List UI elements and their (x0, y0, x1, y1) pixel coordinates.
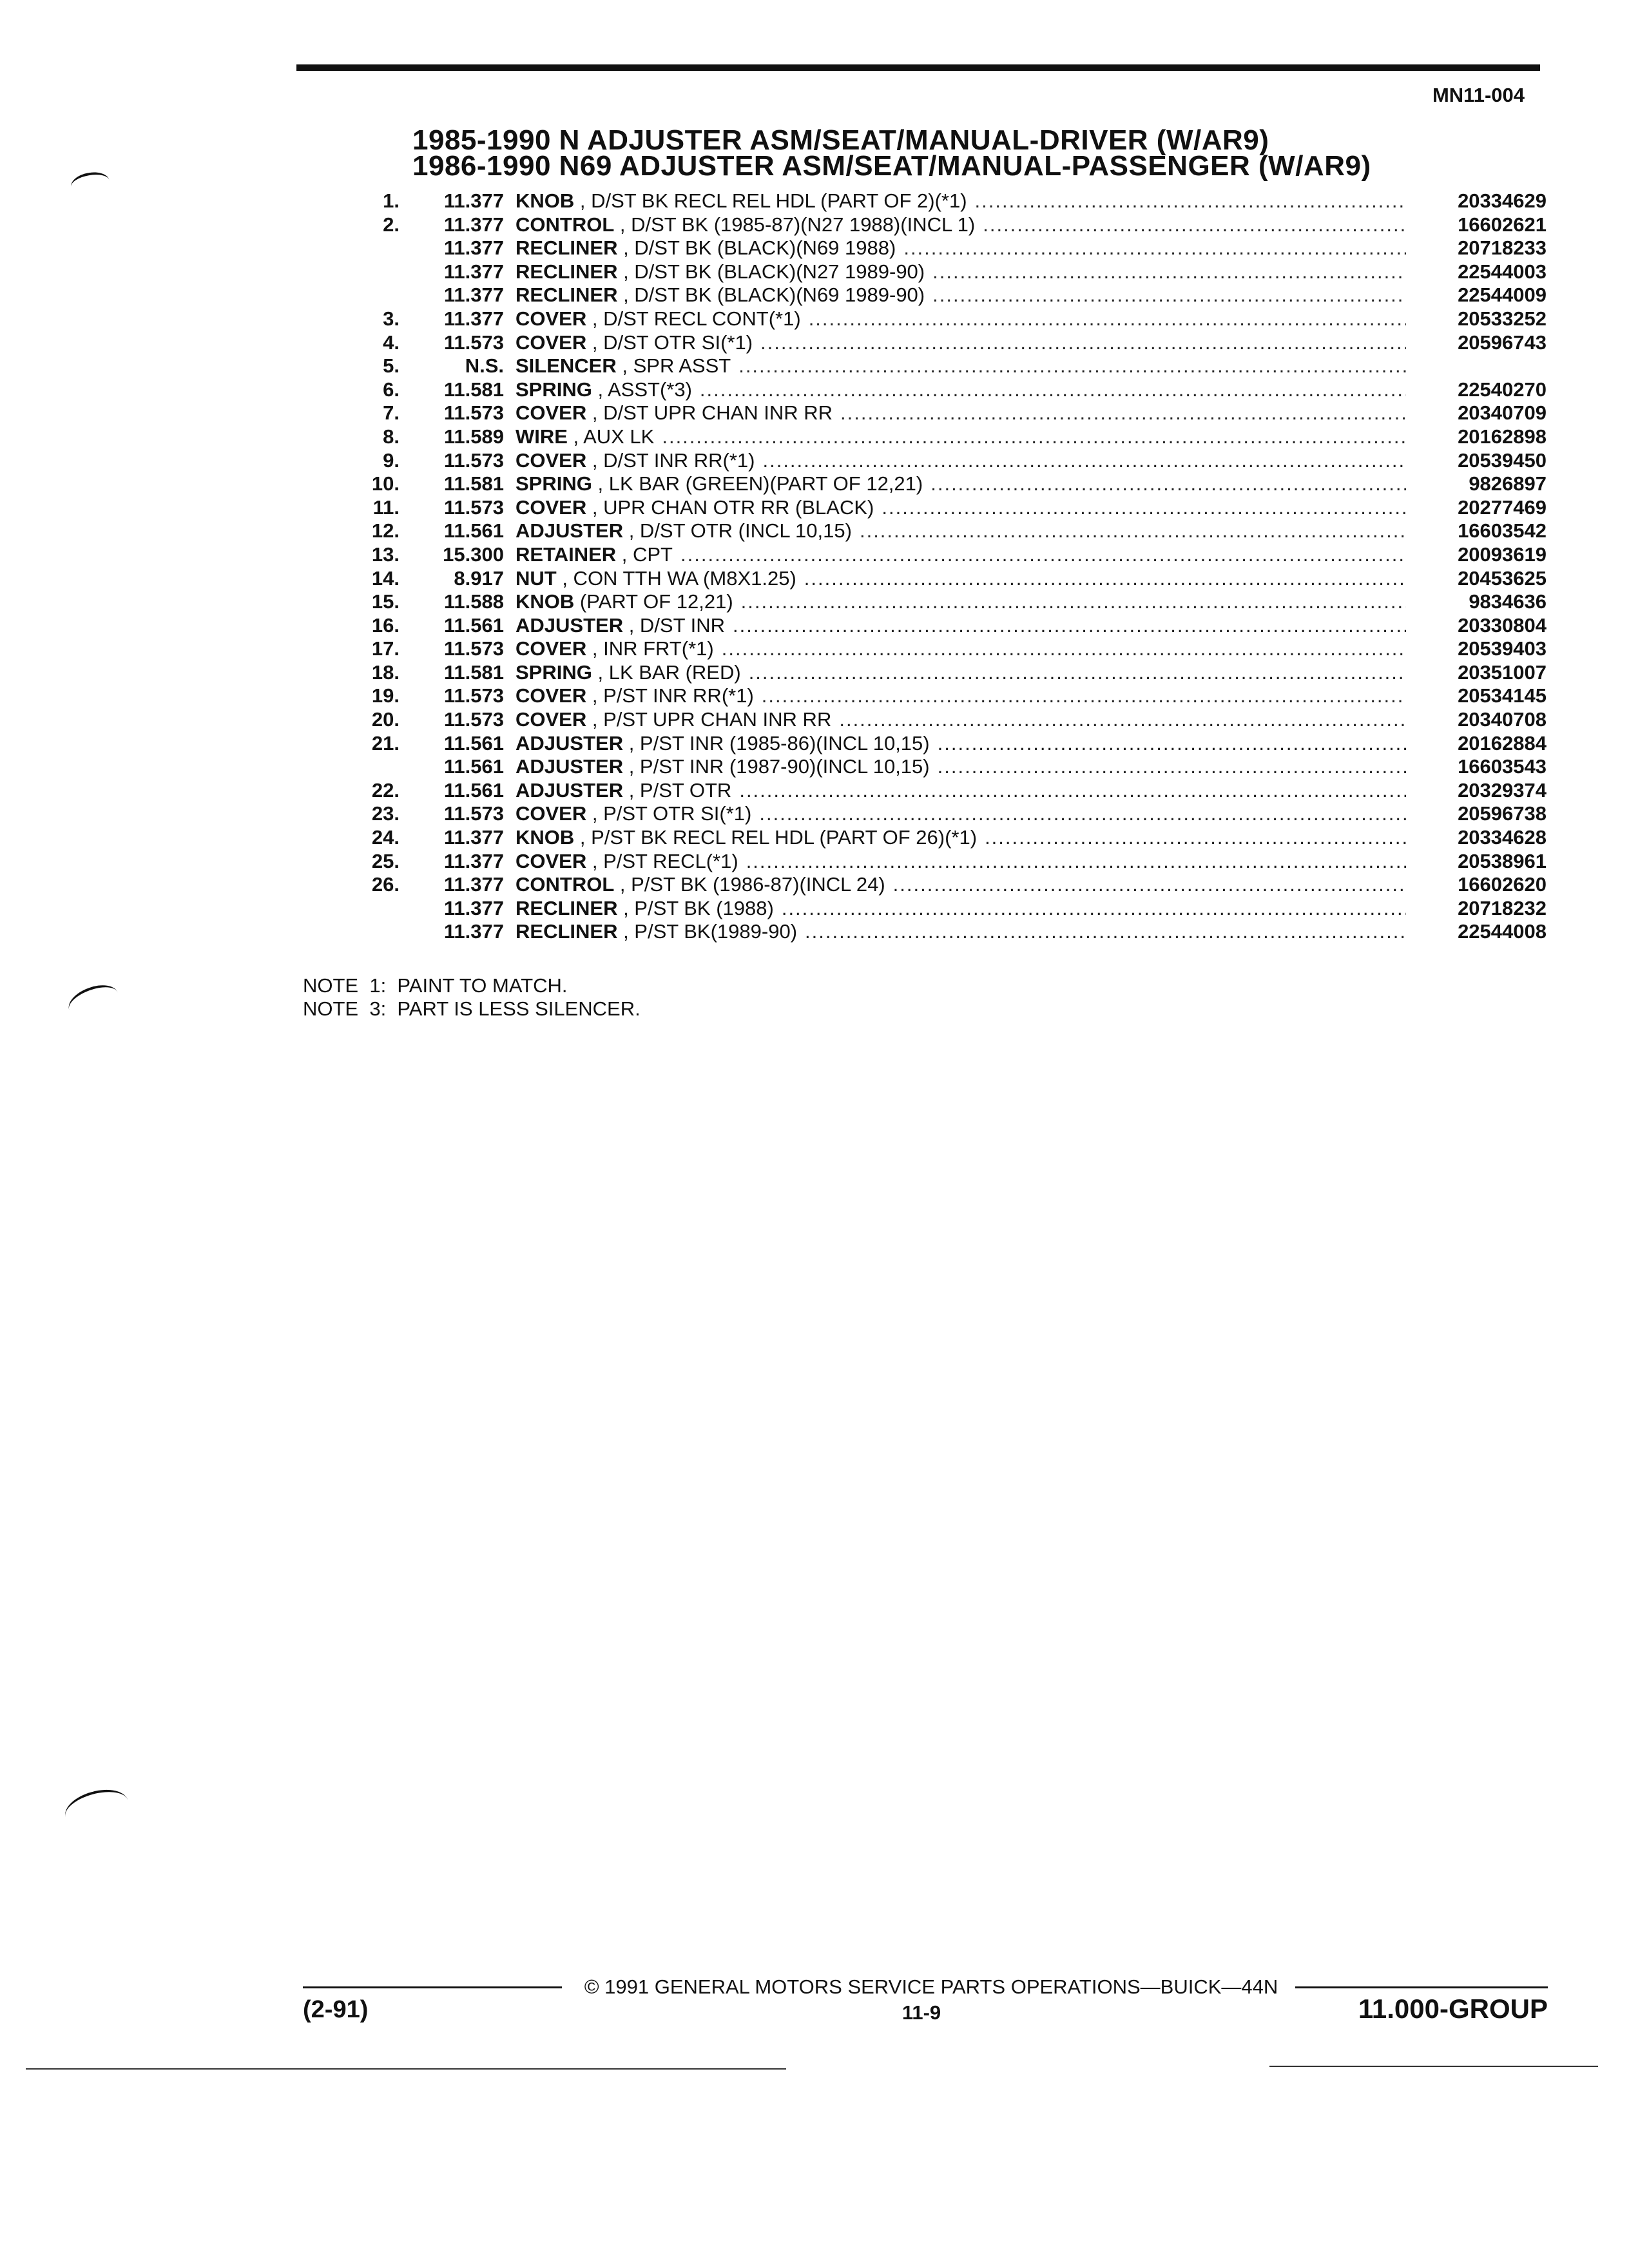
leader-dots (739, 779, 1406, 803)
note-line: NOTE 3: PART IS LESS SILENCER. (303, 997, 641, 1020)
part-name: NUT (516, 566, 557, 590)
part-description (516, 354, 1411, 378)
part-detail: , D/ST INR RR(*1) (586, 448, 755, 472)
part-detail: , P/ST RECL(*1) (586, 849, 738, 872)
part-name: ADJUSTER (516, 755, 624, 778)
leader-dots (893, 873, 1406, 897)
part-detail: , D/ST OTR (INCL 10,15) (623, 519, 852, 543)
part-detail: , P/ST INR (1987-90)(INCL 10,15) (623, 755, 930, 778)
leader-dots (839, 708, 1406, 732)
part-name: ADJUSTER (516, 778, 624, 802)
part-name: WIRE (516, 425, 568, 448)
part-detail: , P/ST INR (1985-86)(INCL 10,15) (623, 731, 930, 754)
part-row (348, 331, 1547, 355)
title-block (412, 124, 1559, 182)
group-number: 11.581 (443, 660, 504, 684)
leader-dots (680, 543, 1406, 567)
part-name: CONTROL (516, 873, 615, 896)
part-description (516, 307, 1411, 331)
part-row (348, 802, 1547, 826)
group-number: 11.561 (443, 519, 504, 543)
part-name: COVER (516, 849, 587, 872)
part-row (348, 614, 1547, 638)
group-number: 11.377 (443, 307, 504, 330)
part-name: RECLINER (516, 896, 618, 919)
part-name: RECLINER (516, 260, 618, 283)
note-line: NOTE 1: PAINT TO MATCH. (303, 974, 568, 997)
part-number: 16602620 (1458, 873, 1547, 896)
part-detail: , LK BAR (GREEN)(PART OF 12,21) (592, 472, 923, 495)
part-description (516, 873, 1411, 897)
footer-rule-right (1295, 1986, 1548, 1988)
group-number: 11.561 (443, 755, 504, 778)
group-number: 11.573 (443, 802, 504, 825)
part-description (516, 826, 1411, 850)
leader-dots (760, 331, 1406, 355)
item-number: 3. (383, 307, 400, 330)
leader-dots (938, 732, 1406, 756)
part-number: 20539450 (1458, 448, 1547, 472)
part-detail: , D/ST OTR SI(*1) (586, 331, 753, 354)
part-description (516, 331, 1411, 355)
part-description (516, 260, 1411, 284)
part-number: 20334628 (1458, 826, 1547, 849)
part-description (516, 661, 1411, 685)
item-number: 26. (371, 873, 400, 896)
leader-dots (840, 401, 1406, 425)
leader-dots (932, 284, 1406, 307)
part-number: 20277469 (1458, 495, 1547, 519)
part-description (516, 590, 1411, 614)
group-number: 11.573 (443, 684, 504, 707)
group-number: 11.581 (443, 472, 504, 495)
group-number: 11.581 (443, 378, 504, 401)
part-name: SILENCER (516, 354, 617, 378)
part-number: 22540270 (1458, 378, 1547, 401)
item-number: 5. (383, 354, 400, 378)
group-number: 8.917 (454, 566, 504, 590)
item-number: 4. (383, 331, 400, 354)
part-name: RECLINER (516, 284, 618, 307)
leader-dots (759, 802, 1406, 826)
part-detail: , D/ST INR (623, 613, 725, 637)
part-number: 20596743 (1458, 331, 1547, 354)
footer-page-number: 11-9 (901, 2001, 941, 2024)
part-name: COVER (516, 495, 587, 519)
part-name: RECLINER (516, 920, 618, 943)
group-number: 11.377 (443, 260, 504, 283)
part-row (348, 449, 1547, 473)
part-description (516, 189, 1411, 213)
part-detail: , D/ST BK RECL REL HDL (PART OF 2)(*1) (574, 189, 967, 212)
part-description (516, 401, 1411, 425)
part-row (348, 684, 1547, 708)
part-row (348, 354, 1547, 378)
part-number: 22544009 (1458, 284, 1547, 307)
part-detail: , LK BAR (RED) (592, 660, 741, 684)
part-detail: , D/ST BK (BLACK)(N69 1988) (617, 236, 896, 260)
leader-dots (985, 826, 1406, 850)
part-row (348, 897, 1547, 921)
item-number: 14. (371, 566, 400, 590)
part-number: 20718233 (1458, 236, 1547, 260)
part-name: CONTROL (516, 213, 615, 236)
group-number: 11.561 (443, 731, 504, 754)
group-number: 11.377 (443, 873, 504, 896)
part-number: 20330804 (1458, 613, 1547, 637)
part-number: 20351007 (1458, 660, 1547, 684)
part-description (516, 425, 1411, 449)
group-number: 11.573 (443, 637, 504, 660)
part-name: COVER (516, 708, 587, 731)
part-row (348, 496, 1547, 520)
part-name: COVER (516, 637, 587, 660)
leader-dots (975, 189, 1406, 213)
group-number: N.S. (465, 354, 504, 378)
item-number: 21. (371, 731, 400, 754)
item-number: 17. (371, 637, 400, 660)
item-number: 18. (371, 660, 400, 684)
part-row (348, 826, 1547, 850)
part-detail: , P/ST OTR SI(*1) (586, 802, 752, 825)
item-number: 16. (371, 613, 400, 637)
item-number: 1. (383, 189, 400, 212)
leader-dots (733, 614, 1406, 638)
item-number: 20. (371, 708, 400, 731)
group-number: 11.573 (443, 331, 504, 354)
part-detail: , CON TTH WA (M8X1.25) (556, 566, 796, 590)
leader-dots (938, 755, 1406, 779)
group-number: 11.377 (443, 284, 504, 307)
part-description (516, 284, 1411, 307)
part-row (348, 708, 1547, 732)
part-description (516, 543, 1411, 567)
part-description (516, 637, 1411, 661)
part-number: 20093619 (1458, 543, 1547, 566)
part-name: RECLINER (516, 236, 618, 260)
part-name: SPRING (516, 378, 592, 401)
part-row (348, 755, 1547, 779)
part-name: KNOB (516, 189, 575, 212)
footer-copyright: © 1991 GENERAL MOTORS SERVICE PARTS OPERATIONS—BUICK—44N (584, 1975, 1278, 1998)
leader-dots (700, 378, 1406, 402)
part-description (516, 708, 1411, 732)
leader-dots (762, 684, 1406, 708)
part-detail: , ASST(*3) (592, 378, 692, 401)
part-detail: , D/ST UPR CHAN INR RR (586, 401, 833, 425)
part-name: RETAINER (516, 543, 617, 566)
leader-dots (903, 236, 1406, 260)
part-row (348, 189, 1547, 213)
notes (303, 974, 641, 1021)
part-number: 20596738 (1458, 802, 1547, 825)
item-number: 19. (371, 684, 400, 707)
part-row (348, 873, 1547, 897)
leader-dots (662, 425, 1406, 449)
leader-dots (782, 897, 1406, 921)
group-number: 11.589 (443, 425, 504, 448)
part-row (348, 519, 1547, 543)
part-description (516, 732, 1411, 756)
part-detail: , D/ST BK (1985-87)(N27 1988)(INCL 1) (614, 213, 976, 236)
leader-dots (809, 307, 1406, 331)
part-description (516, 213, 1411, 237)
group-number: 11.377 (443, 213, 504, 236)
part-name: COVER (516, 331, 587, 354)
doc-code: MN11-004 (1432, 84, 1525, 106)
part-description (516, 920, 1411, 944)
part-row (348, 567, 1547, 591)
part-number: 16603543 (1458, 755, 1547, 778)
bottom-rule-right (1269, 2066, 1598, 2067)
item-number: 9. (383, 448, 400, 472)
leader-dots (983, 213, 1406, 237)
footer-date: (2-91) (303, 1996, 369, 2023)
binder-hole-mark (64, 979, 122, 1024)
part-name: COVER (516, 401, 587, 425)
part-description (516, 802, 1411, 826)
part-description (516, 897, 1411, 921)
leader-dots (762, 449, 1406, 473)
bottom-rule-left (26, 2068, 786, 2070)
part-name: SPRING (516, 660, 592, 684)
item-number: 6. (383, 378, 400, 401)
part-detail: , D/ST RECL CONT(*1) (586, 307, 801, 330)
part-name: COVER (516, 307, 587, 330)
binder-hole-mark (61, 1783, 133, 1834)
part-row (348, 779, 1547, 803)
part-detail: , P/ST BK (1986-87)(INCL 24) (614, 873, 885, 896)
part-number: 9834636 (1469, 590, 1547, 613)
part-number: 16602621 (1458, 213, 1547, 236)
part-number: 20162898 (1458, 425, 1547, 448)
part-number: 9826897 (1469, 472, 1547, 495)
part-number: 20334629 (1458, 189, 1547, 212)
part-row (348, 425, 1547, 449)
part-number: 20340708 (1458, 708, 1547, 731)
part-number: 20539403 (1458, 637, 1547, 660)
part-row (348, 637, 1547, 661)
group-number: 11.377 (443, 849, 504, 872)
part-row (348, 284, 1547, 307)
part-number: 20534145 (1458, 684, 1547, 707)
item-number: 15. (371, 590, 400, 613)
part-detail: (PART OF 12,21) (574, 590, 733, 613)
part-row (348, 590, 1547, 614)
part-description (516, 614, 1411, 638)
part-detail: , P/ST BK (1988) (617, 896, 774, 919)
group-number: 11.377 (443, 896, 504, 919)
group-number: 11.561 (443, 778, 504, 802)
leader-dots (860, 519, 1406, 543)
group-number: 11.573 (443, 448, 504, 472)
item-number: 13. (371, 543, 400, 566)
footer-rule-left (303, 1986, 562, 1988)
part-detail: , P/ST BK(1989-90) (617, 920, 798, 943)
part-number: 20453625 (1458, 566, 1547, 590)
part-number: 22544008 (1458, 920, 1547, 943)
part-detail: , AUX LK (567, 425, 655, 448)
part-row (348, 732, 1547, 756)
part-row (348, 543, 1547, 567)
group-number: 11.573 (443, 708, 504, 731)
part-row (348, 472, 1547, 496)
group-number: 11.377 (443, 920, 504, 943)
part-number: 22544003 (1458, 260, 1547, 283)
part-name: KNOB (516, 590, 575, 613)
part-number: 20538961 (1458, 849, 1547, 872)
title-line-2: 1986-1990 N69 ADJUSTER ASM/SEAT/MANUAL-PASSENGER (W/AR9) (412, 150, 1371, 182)
part-detail: , P/ST UPR CHAN INR RR (586, 708, 832, 731)
part-description (516, 567, 1411, 591)
part-row (348, 307, 1547, 331)
part-detail: , P/ST INR RR(*1) (586, 684, 754, 707)
part-detail: , CPT (616, 543, 673, 566)
part-description (516, 755, 1411, 779)
part-row (348, 260, 1547, 284)
part-row (348, 850, 1547, 874)
group-number: 11.377 (443, 189, 504, 212)
part-description (516, 378, 1411, 402)
part-number: 20329374 (1458, 778, 1547, 802)
part-name: COVER (516, 448, 587, 472)
top-rule (296, 64, 1540, 71)
item-number: 7. (383, 401, 400, 425)
leader-dots (749, 661, 1406, 685)
leader-dots (746, 850, 1406, 874)
part-detail: , D/ST BK (BLACK)(N69 1989-90) (617, 284, 925, 307)
footer-group: 11.000-GROUP (1358, 1994, 1548, 2024)
leader-dots (804, 567, 1406, 591)
leader-dots (741, 590, 1406, 614)
part-name: ADJUSTER (516, 613, 624, 637)
part-row (348, 920, 1547, 944)
item-number: 23. (371, 802, 400, 825)
part-name: COVER (516, 684, 587, 707)
binder-hole-mark (70, 169, 111, 198)
group-number: 11.573 (443, 401, 504, 425)
item-number: 12. (371, 519, 400, 543)
part-name: SPRING (516, 472, 592, 495)
part-name: KNOB (516, 826, 575, 849)
part-description (516, 496, 1411, 520)
item-number: 24. (371, 826, 400, 849)
item-number: 2. (383, 213, 400, 236)
part-number: 20162884 (1458, 731, 1547, 754)
parts-list (348, 189, 1547, 944)
part-detail: , UPR CHAN OTR RR (BLACK) (586, 495, 874, 519)
part-detail: , D/ST BK (BLACK)(N27 1989-90) (617, 260, 925, 283)
leader-dots (722, 637, 1406, 661)
group-number: 11.561 (443, 613, 504, 637)
group-number: 11.588 (443, 590, 504, 613)
part-name: ADJUSTER (516, 519, 624, 543)
part-number: 20718232 (1458, 896, 1547, 919)
part-row (348, 236, 1547, 260)
part-row (348, 661, 1547, 685)
leader-dots (930, 472, 1406, 496)
group-number: 11.377 (443, 826, 504, 849)
part-row (348, 378, 1547, 402)
item-number: 10. (371, 472, 400, 495)
part-row (348, 213, 1547, 237)
part-description (516, 779, 1411, 803)
part-row (348, 401, 1547, 425)
leader-dots (738, 354, 1406, 378)
part-name: COVER (516, 802, 587, 825)
leader-dots (932, 260, 1406, 284)
title-line-1: 1985-1990 N ADJUSTER ASM/SEAT/MANUAL-DRIVER (W/AR9) (412, 124, 1269, 156)
leader-dots (805, 920, 1406, 944)
part-detail: , P/ST BK RECL REL HDL (PART OF 26)(*1) (574, 826, 978, 849)
part-detail: , INR FRT(*1) (586, 637, 714, 660)
part-description (516, 684, 1411, 708)
item-number: 25. (371, 849, 400, 872)
item-number: 8. (383, 425, 400, 448)
part-name: ADJUSTER (516, 731, 624, 754)
part-detail: , SPR ASST (616, 354, 731, 378)
part-detail: , P/ST OTR (623, 778, 732, 802)
group-number: 11.377 (443, 236, 504, 260)
part-number: 20533252 (1458, 307, 1547, 330)
part-number: 16603542 (1458, 519, 1547, 543)
part-description (516, 472, 1411, 496)
item-number: 11. (372, 495, 400, 519)
part-description (516, 236, 1411, 260)
part-number: 20340709 (1458, 401, 1547, 425)
item-number: 22. (371, 778, 400, 802)
group-number: 15.300 (443, 543, 504, 566)
part-description (516, 519, 1411, 543)
part-description (516, 449, 1411, 473)
group-number: 11.573 (443, 495, 504, 519)
part-description (516, 850, 1411, 874)
leader-dots (882, 496, 1406, 520)
